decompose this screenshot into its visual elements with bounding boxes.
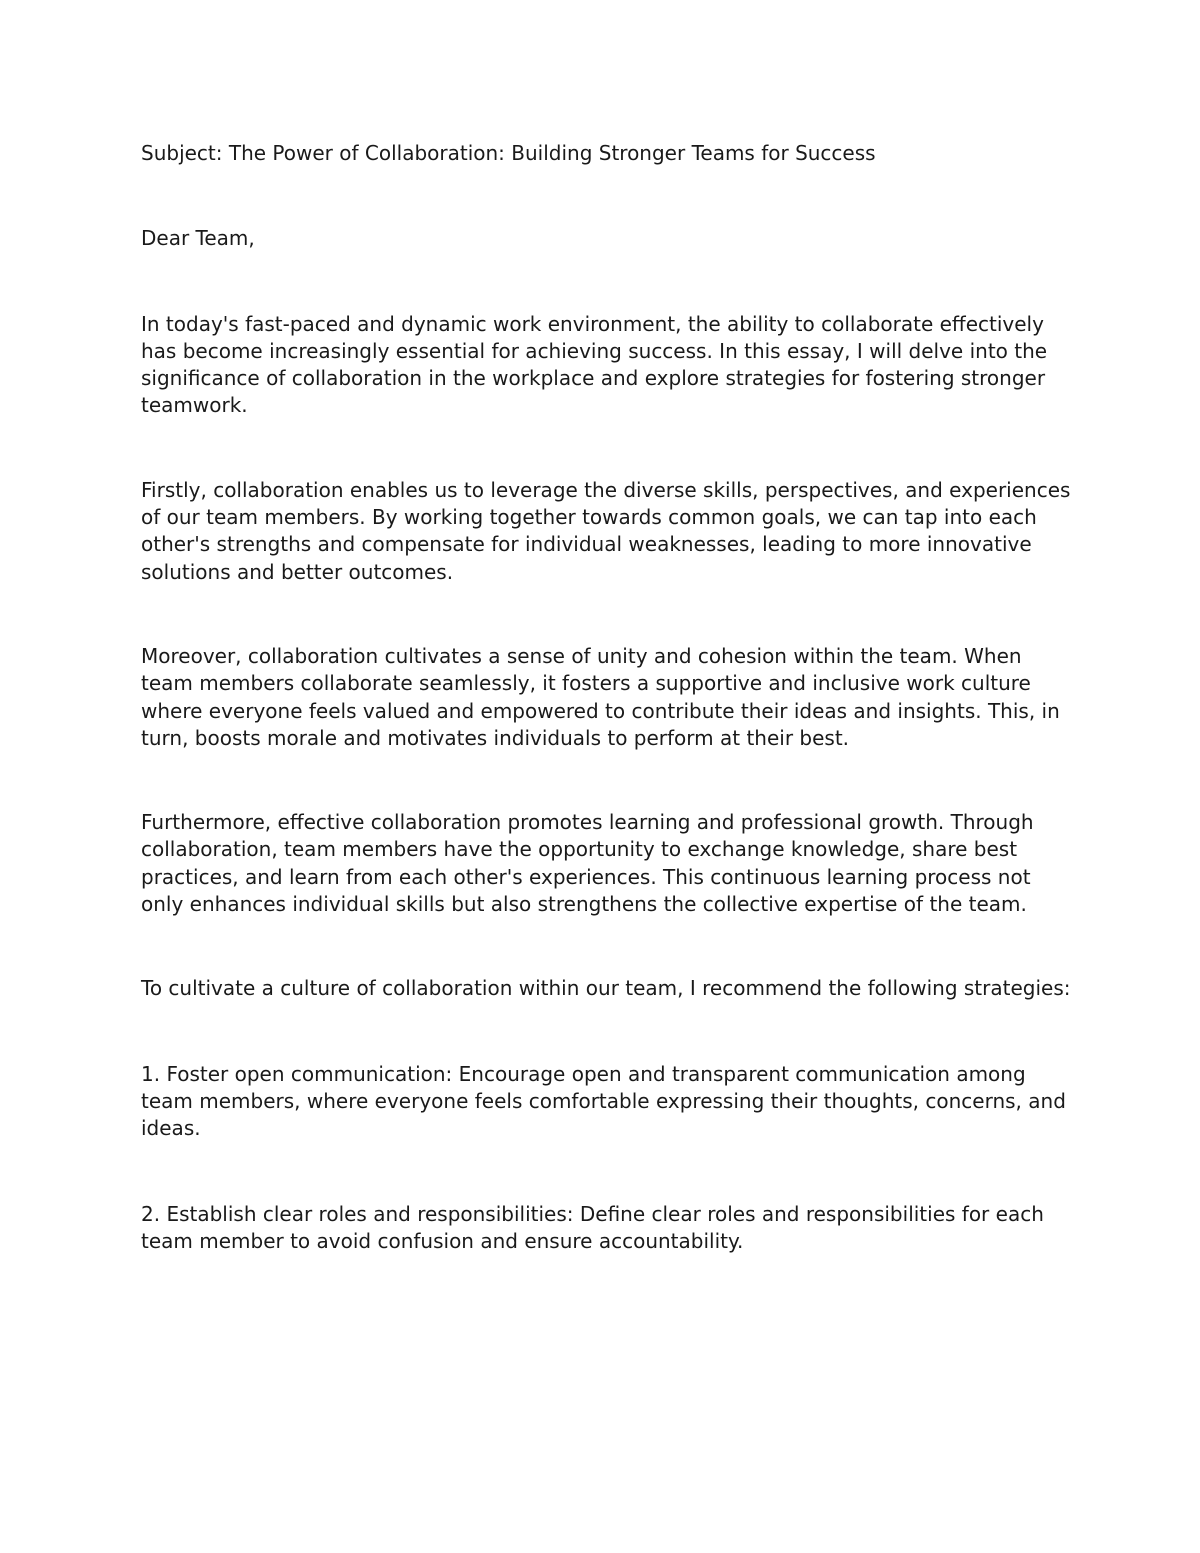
greeting: Dear Team, xyxy=(141,226,255,251)
paragraph-firstly: Firstly, collaboration enables us to leverage the diverse skills, perspectives, and experiences of our team members. By working together towards common goals, we can tap into each other's strengths and compensate for individual weaknesses, leading to more innovative solutions and better outcomes. xyxy=(141,477,1071,584)
paragraph-moreover: Moreover, collaboration cultivates a sense of unity and cohesion within the team. When team members collaborate seamlessly, it fosters a supportive and inclusive work culture where everyone feels valued and empowered to contribute their ideas and insights. This, in turn, boosts morale and motivates individuals to perform at their best. xyxy=(141,643,1060,750)
list-item-communication: 1. Foster open communication: Encourage open and transparent communication among team members, where everyone feels comfortable expressing their thoughts, concerns, and ideas. xyxy=(141,1061,1066,1141)
paragraph-strategies-intro: To cultivate a culture of collaboration within our team, I recommend the following strategies: xyxy=(141,976,1071,1001)
paragraph-intro: In today's fast-paced and dynamic work environment, the ability to collaborate effectively has become increasingly essential for achieving success. In this essay, I will delve into the significance of collaboration in the workplace and explore strategies for fostering stronger teamwork. xyxy=(141,311,1048,418)
subject-line: Subject: The Power of Collaboration: Building Stronger Teams for Success xyxy=(141,141,876,165)
list-item-roles: 2. Establish clear roles and responsibilities: Define clear roles and responsibilities for each team member to avoid confusion and ensure accountability. xyxy=(141,1201,1044,1253)
paragraph-furthermore: Furthermore, effective collaboration promotes learning and professional growth. Through collaboration, team members have the opportunity to exchange knowledge, share best practices, and learn from each other's experiences. This continuous learning process not only enhances individual skills but also strengthens the collective expertise of the team. xyxy=(141,810,1034,917)
document-body xyxy=(141,140,1071,1255)
